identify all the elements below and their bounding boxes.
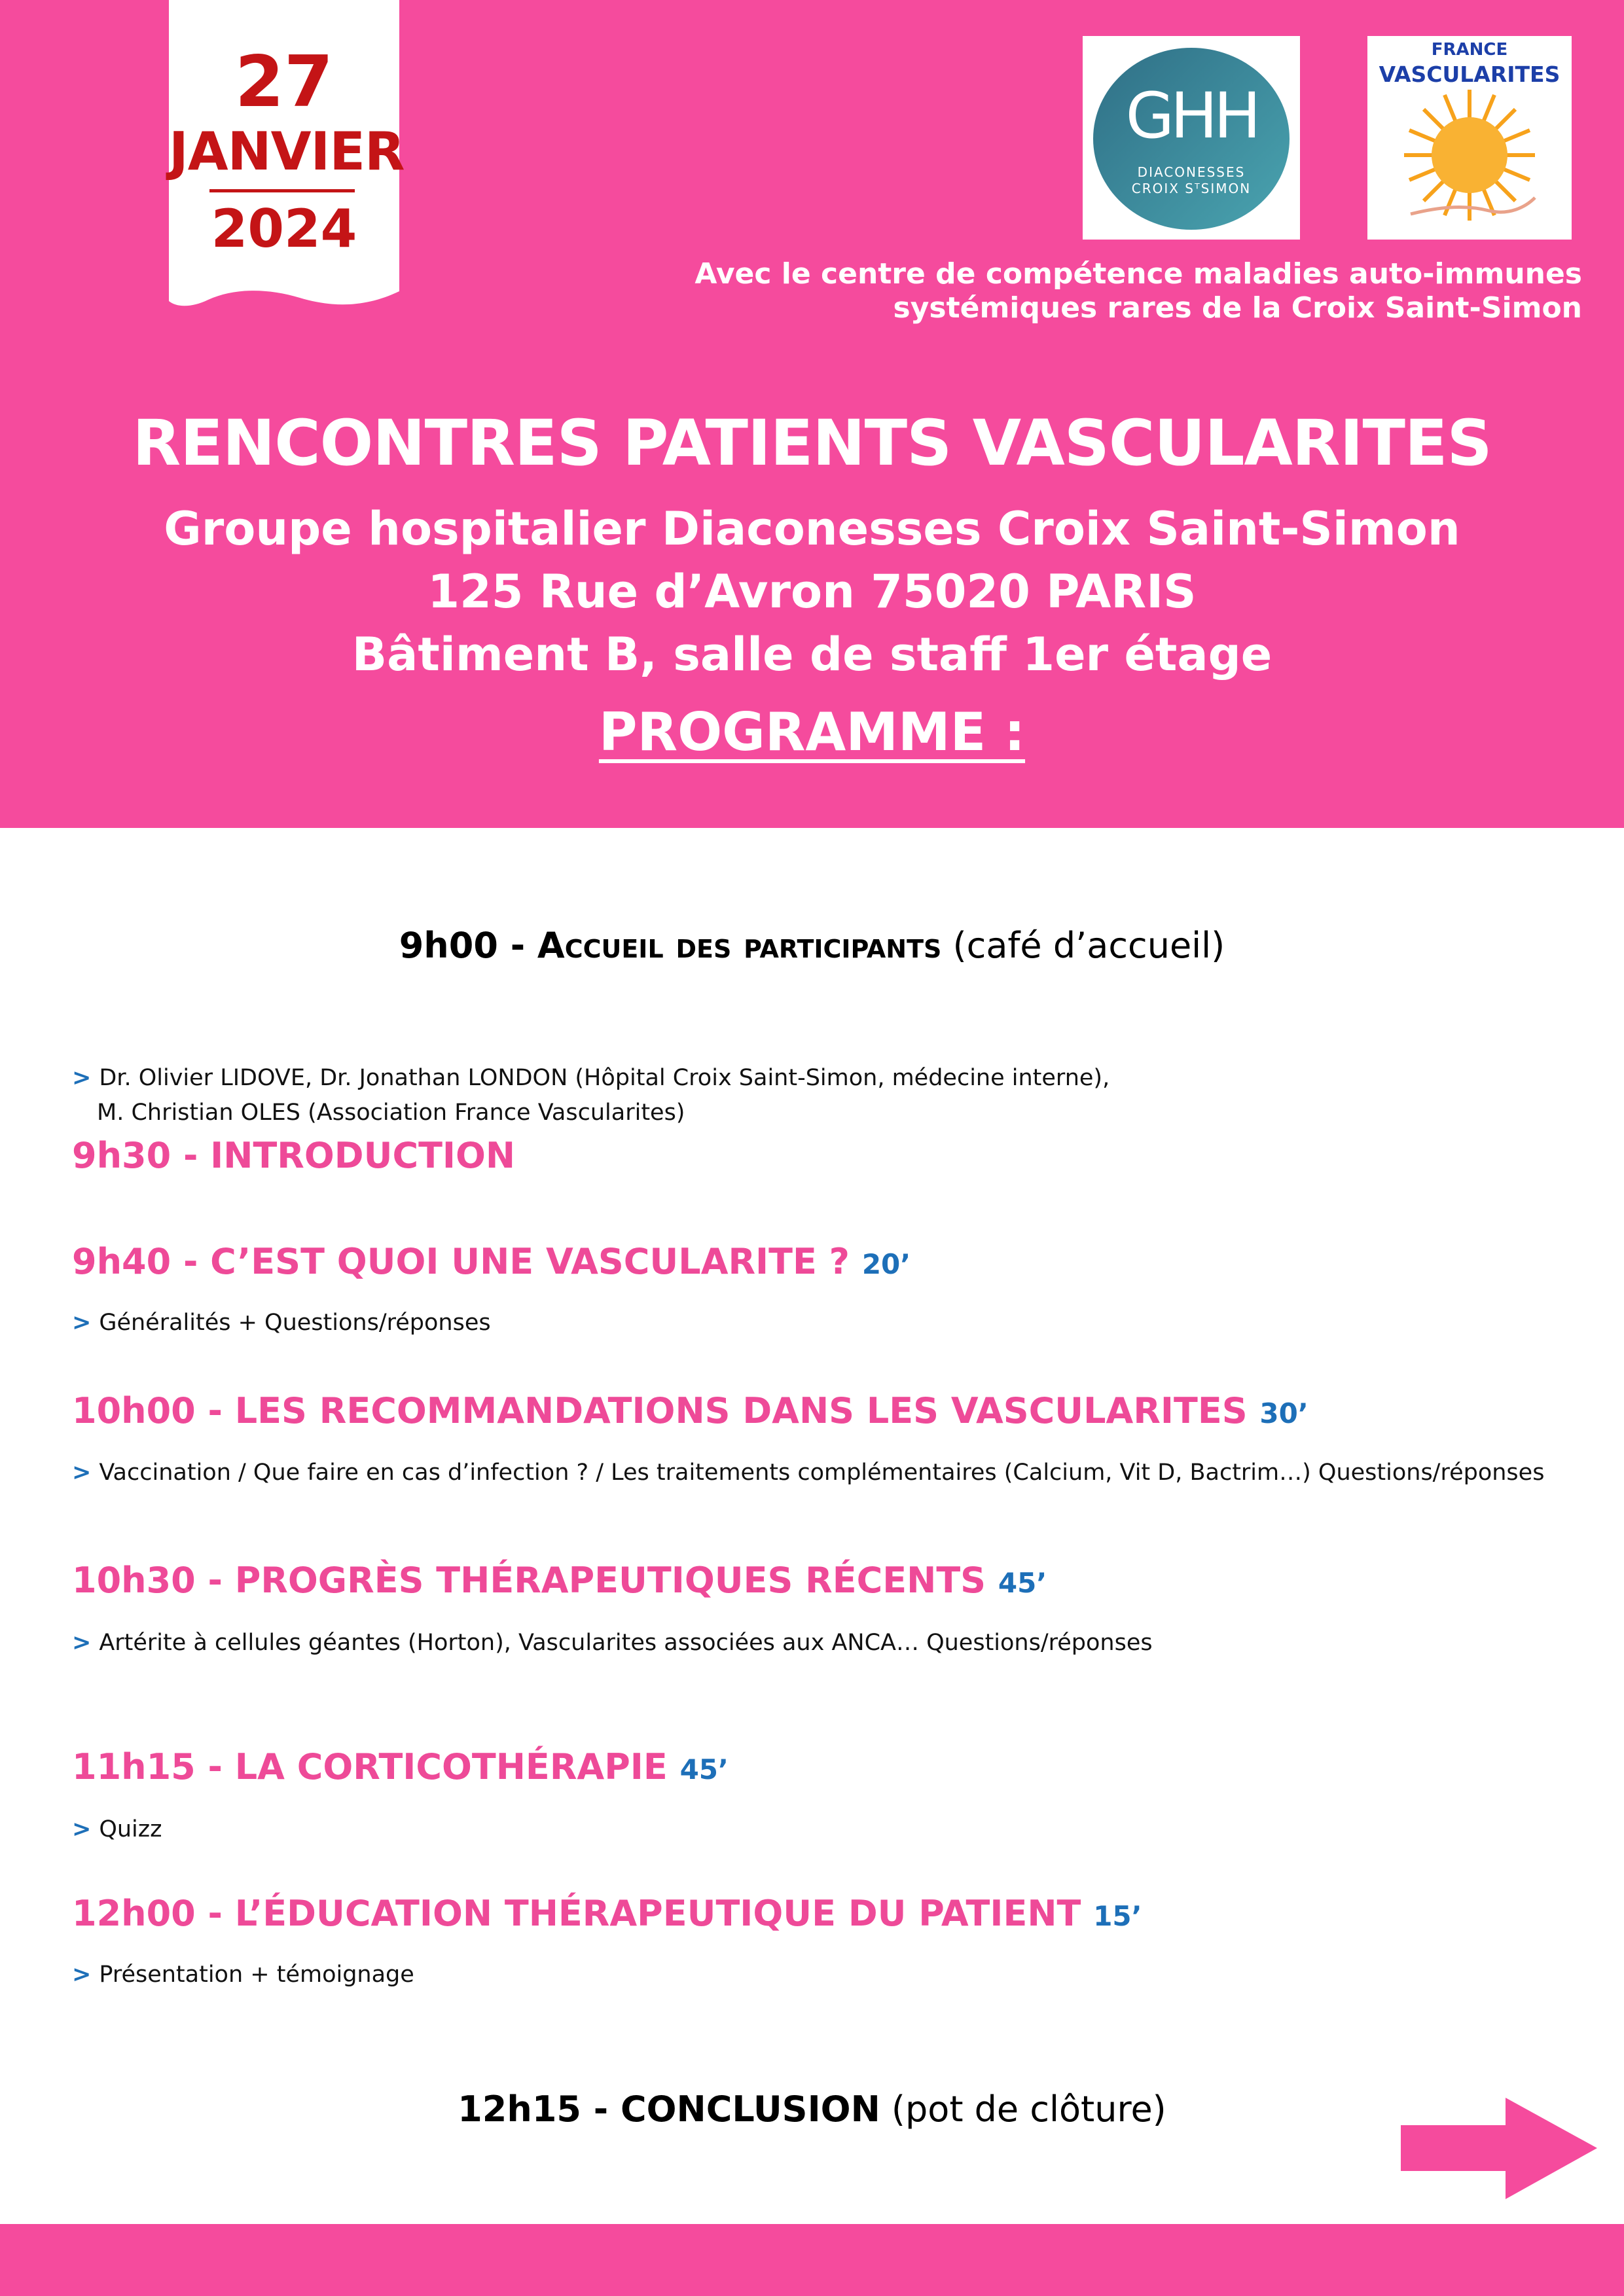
fv-logo-vascularites: VASCULARITES [1379,62,1561,87]
item-duration: 30’ [1259,1397,1308,1429]
item-title: 9h40 - C’EST QUOI UNE VASCULARITE ? [72,1241,850,1282]
item-detail [72,1815,162,1844]
accueil-line [0,926,1624,965]
item-detail-text: Artérite à cellules géantes (Horton), Vascularites associées aux ANCA… Questions/réponses [99,1630,1153,1656]
item-recommandations [72,1391,1308,1430]
chevron-right-icon: > [72,1065,92,1091]
item-detail-text: Vaccination / Que faire en cas d’infection ? / Les traitements complémentaires (Calcium, Vit D, Bactrim…) Questions/réponses [99,1460,1545,1486]
item-title: 10h30 - PROGRÈS THÉRAPEUTIQUES RÉCENTS [72,1560,986,1601]
conclusion-label: 12h15 - CONCLUSION [458,2089,880,2130]
venue-name: Groupe hospitalier Diaconesses Croix Saint-Simon [164,502,1460,556]
item-title: 11h15 - LA CORTICOTHÉRAPIE [72,1746,668,1787]
venue-room: Bâtiment B, salle de staff 1er étage [352,628,1272,681]
item-duration: 45’ [998,1567,1047,1599]
item-vascularite [72,1242,911,1281]
item-duration: 15’ [1093,1900,1142,1932]
arrow-right-icon [1401,2098,1597,2199]
item-detail-text: Présentation + témoignage [99,1962,414,1988]
accueil-label: Accueil des participants [537,925,942,966]
item-detail-text: Quizz [99,1816,162,1842]
footer-bar [0,2224,1624,2296]
item-title: 12h00 - L’ÉDUCATION THÉRAPEUTIQUE DU PATIENT [72,1893,1081,1934]
chevron-right-icon: > [72,1630,92,1656]
item-progres [72,1561,1047,1600]
speakers-line2: M. Christian OLES (Association France Vascularites) [97,1100,685,1126]
ghh-logo-circle [1093,48,1290,230]
item-corticotherapie [72,1748,729,1786]
accueil-time: 9h00 - [399,925,537,966]
item-title: 10h00 - LES RECOMMANDATIONS DANS LES VASCULARITES [72,1390,1248,1431]
date-month: JANVIER [169,121,405,182]
conclusion-line [0,2090,1624,2128]
event-title: RENCONTRES PATIENTS VASCULARITES [132,406,1492,480]
item-detail [72,1308,491,1337]
ghh-logo-line2: CROIX SᵀSIMON [1131,181,1252,196]
france-vascularites-logo [1367,36,1572,240]
item-introduction [72,1136,515,1175]
item-education [72,1894,1142,1933]
item-detail [72,1628,1153,1657]
affiliation-line2: systémiques rares de la Croix Saint-Simon [893,291,1582,325]
accueil-note: (café d’accueil) [941,925,1225,966]
date-tag [169,0,405,317]
chevron-right-icon: > [72,1816,92,1842]
affiliation-line1: Avec le centre de compétence maladies auto-immunes [695,257,1582,291]
item-duration: 45’ [679,1753,729,1785]
fv-logo-france: FRANCE [1431,40,1508,60]
affiliation-text [600,257,1582,325]
chevron-right-icon: > [72,1310,92,1336]
item-detail-text: Généralités + Questions/réponses [99,1310,491,1336]
date-divider [209,189,355,192]
venue-address: 125 Rue d’Avron 75020 PARIS [427,565,1197,619]
conclusion-note: (pot de clôture) [880,2089,1166,2130]
chevron-right-icon: > [72,1962,92,1988]
item-detail [72,1960,414,1989]
date-year: 2024 [211,198,357,259]
speakers-line1 [72,1064,1110,1092]
item-detail [72,1458,1544,1487]
item-duration: 20’ [861,1248,911,1280]
ghh-logo [1083,36,1300,240]
ghh-logo-letters: GHH [1125,79,1257,152]
chevron-right-icon: > [72,1460,92,1486]
speakers-text1: Dr. Olivier LIDOVE, Dr. Jonathan LONDON (Hôpital Croix Saint-Simon, médecine interne), [99,1065,1110,1091]
item-title: 9h30 - INTRODUCTION [72,1135,516,1176]
ghh-logo-line1: DIACONESSES [1137,164,1246,180]
venue-block [0,497,1624,686]
programme-heading: PROGRAMME : [598,702,1026,762]
sun-hand-icon [1391,77,1548,234]
ghh-logo-subtitle [1093,164,1290,197]
date-day: 27 [234,41,334,123]
